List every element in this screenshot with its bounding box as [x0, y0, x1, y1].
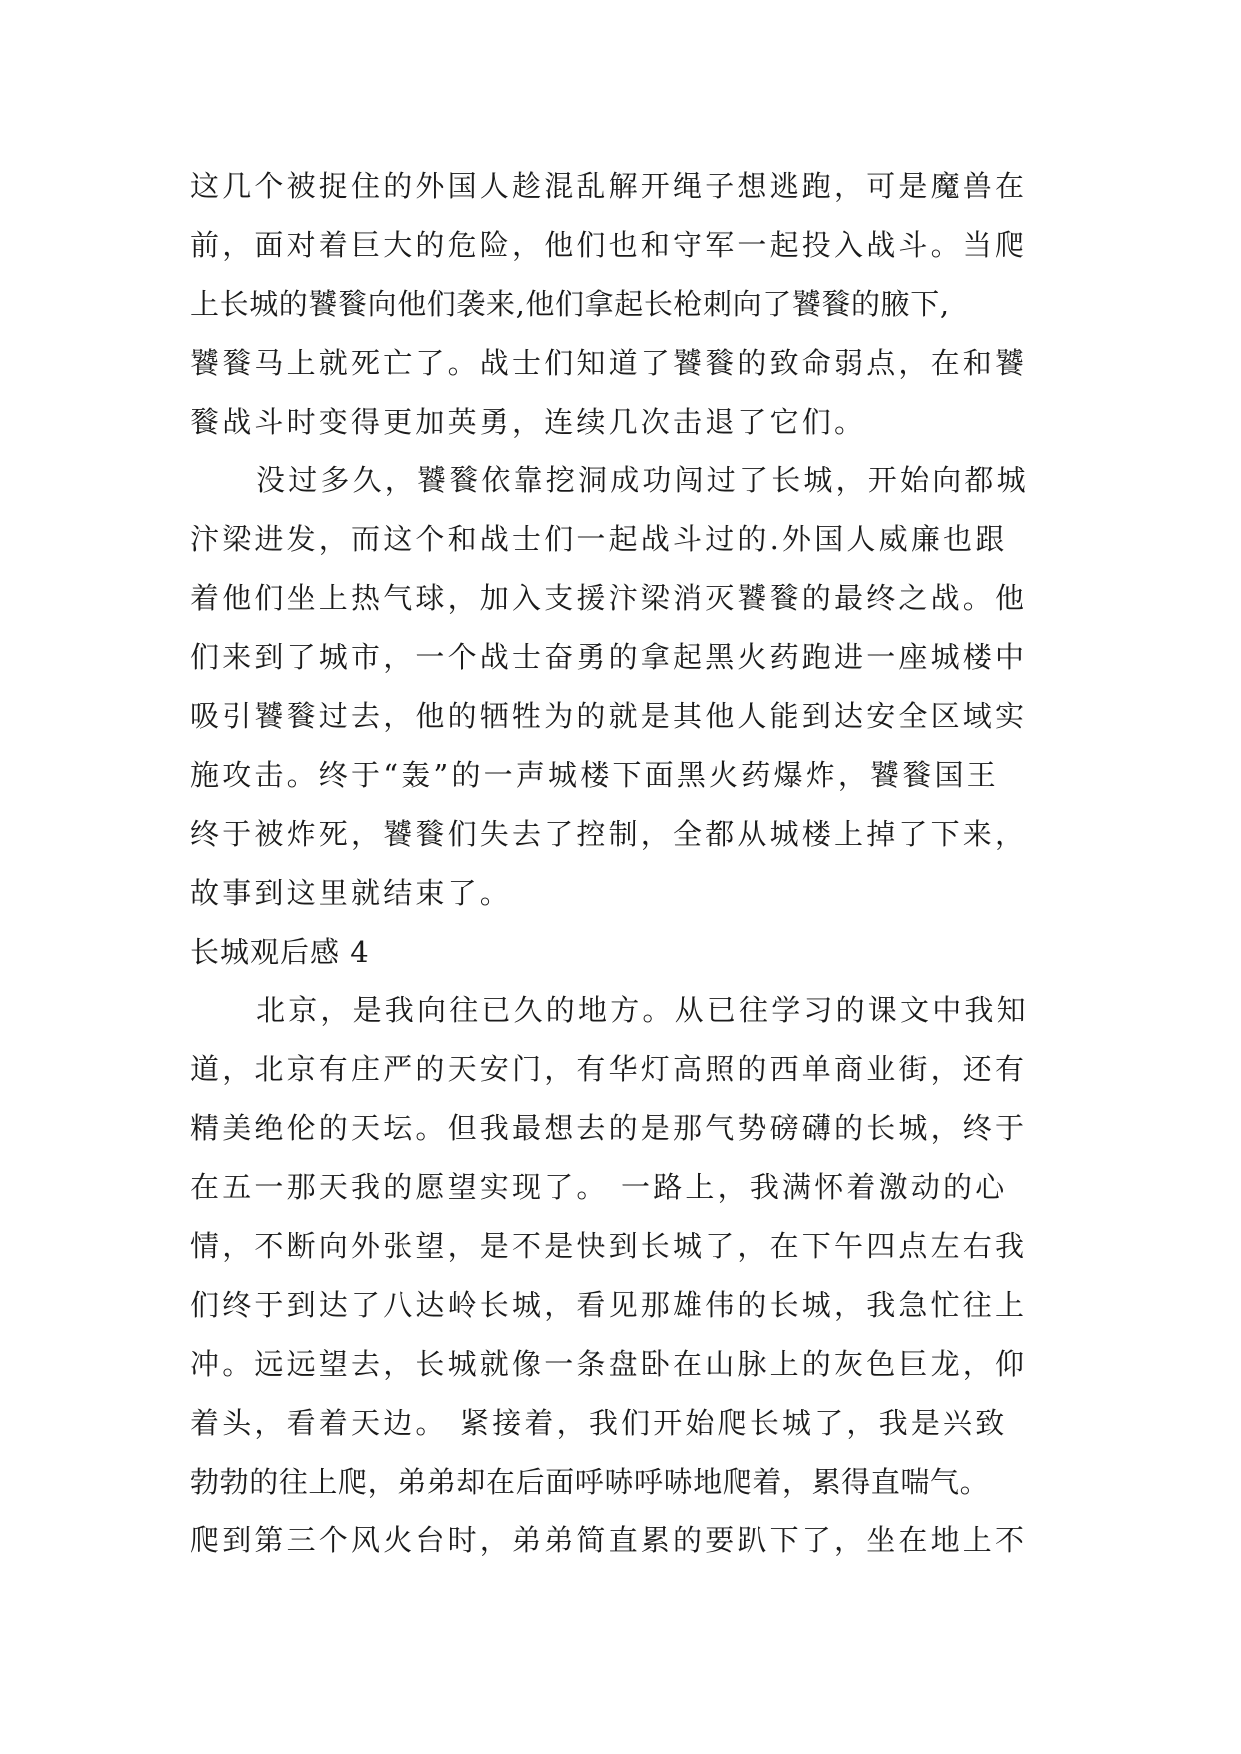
text-line: 前，面对着巨大的危险，他们也和守军一起投入战斗。当爬	[190, 227, 1028, 262]
text-line: 爬到第三个风火台时，弟弟简直累的要趴下了，坐在地上不	[190, 1523, 1028, 1558]
text-line: 上长城的饕餮向他们袭来,他们拿起长枪刺向了饕餮的腋下,	[190, 286, 950, 321]
body-text	[190, 157, 1090, 1570]
text-line: 北京，是我向往已久的地方。从已往学习的课文中我知	[256, 993, 1029, 1028]
text-line: 吸引饕餮过去，他的牺牲为的就是其他人能到达安全区域实	[190, 699, 1028, 734]
text-line: 情，不断向外张望，是不是快到长城了，在下午四点左右我	[190, 1229, 1028, 1264]
text-line: 道，北京有庄严的天安门，有华灯高照的西单商业街，还有	[190, 1052, 1028, 1087]
text-line: 汴梁进发，而这个和战士们一起战斗过的.外国人威廉也跟	[190, 522, 1008, 557]
text-line: 着头，看着天边。 紧接着，我们开始爬长城了，我是兴致	[190, 1405, 1008, 1440]
text-line: 终于被炸死，饕餮们失去了控制，全都从城楼上掉了下来，	[190, 816, 1028, 851]
text-line: 勃勃的往上爬，弟弟却在后面呼哧呼哧地爬着，累得直喘气。	[190, 1464, 990, 1499]
text-line: 们来到了城市，一个战士奋勇的拿起黑火药跑进一座城楼中	[190, 640, 1028, 675]
text-line: 着他们坐上热气球，加入支援汴梁消灭饕餮的最终之战。他	[190, 581, 1028, 616]
text-line: 们终于到达了八达岭长城，看见那雄伟的长城，我急忙往上	[190, 1287, 1028, 1322]
text-line: 没过多久，饕餮依靠挖洞成功闯过了长城，开始向都城	[256, 463, 1029, 498]
section-heading: 长城观后感 4	[190, 934, 370, 969]
text-line: 冲。远远望去，长城就像一条盘卧在山脉上的灰色巨龙，仰	[190, 1346, 1028, 1381]
text-line: 精美绝伦的天坛。但我最想去的是那气势磅礴的长城，终于	[190, 1111, 1028, 1146]
text-line: 这几个被捉住的外国人趁混乱解开绳子想逃跑，可是魔兽在	[190, 169, 1028, 203]
text-line: 在五一那天我的愿望实现了。 一路上，我满怀着激动的心	[190, 1170, 1008, 1205]
text-line: 施攻击。终于“轰”的一声城楼下面黑火药爆炸，饕餮国王	[190, 757, 999, 792]
text-line: 饕餮马上就死亡了。战士们知道了饕餮的致命弱点，在和饕	[190, 345, 1028, 380]
text-line: 餮战斗时变得更加英勇，连续几次击退了它们。	[190, 404, 867, 439]
text-line: 故事到这里就结束了。	[190, 875, 513, 910]
